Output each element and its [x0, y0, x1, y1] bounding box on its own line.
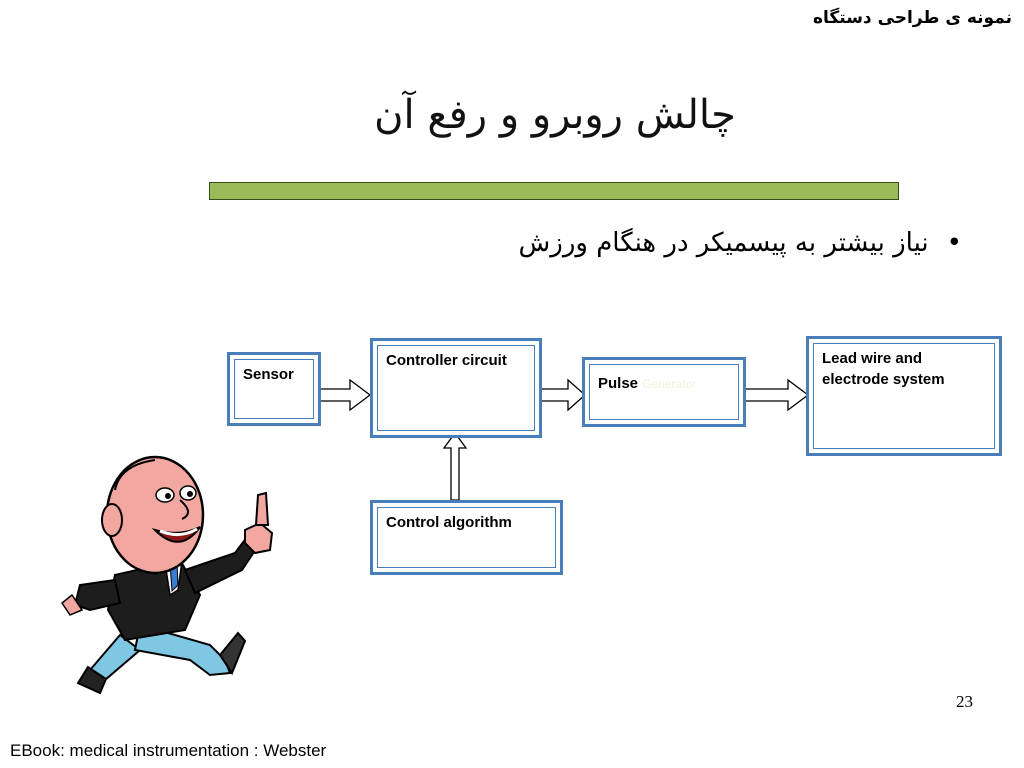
lead-label-line1: Lead wire and [822, 350, 923, 367]
sensor-label: Sensor [243, 366, 294, 383]
header-label: نمونه ی طراحی دستگاه [812, 8, 1012, 28]
control-algorithm-box [370, 500, 563, 575]
slide-title: چالش روبرو و رفع آن [374, 92, 736, 138]
arrow-controller-to-pulse [540, 380, 585, 410]
arrow-sensor-to-controller [318, 380, 370, 410]
bullet-text: نیاز بیشتر به پیسمیکر در هنگام ورزش [518, 228, 929, 258]
controller-label: Controller circuit [386, 352, 507, 369]
page-number: 23 [956, 692, 973, 711]
sensor-box [227, 352, 321, 426]
lead-label-line2: electrode system [822, 371, 945, 388]
pulse-generator-box [582, 357, 746, 427]
controller-box [370, 338, 542, 438]
algorithm-label: Control algorithm [386, 514, 512, 531]
arrow-algorithm-to-controller [444, 433, 466, 500]
pulse-faded-label: Generator [642, 377, 697, 391]
pulse-label: Pulse [598, 375, 639, 392]
arrow-pulse-to-lead [744, 380, 808, 410]
footer-citation: EBook: medical instrumentation : Webster [10, 741, 327, 760]
lead-wire-box [806, 336, 1002, 456]
running-man-clipart [60, 445, 290, 700]
bullet-dot: • [946, 228, 962, 258]
